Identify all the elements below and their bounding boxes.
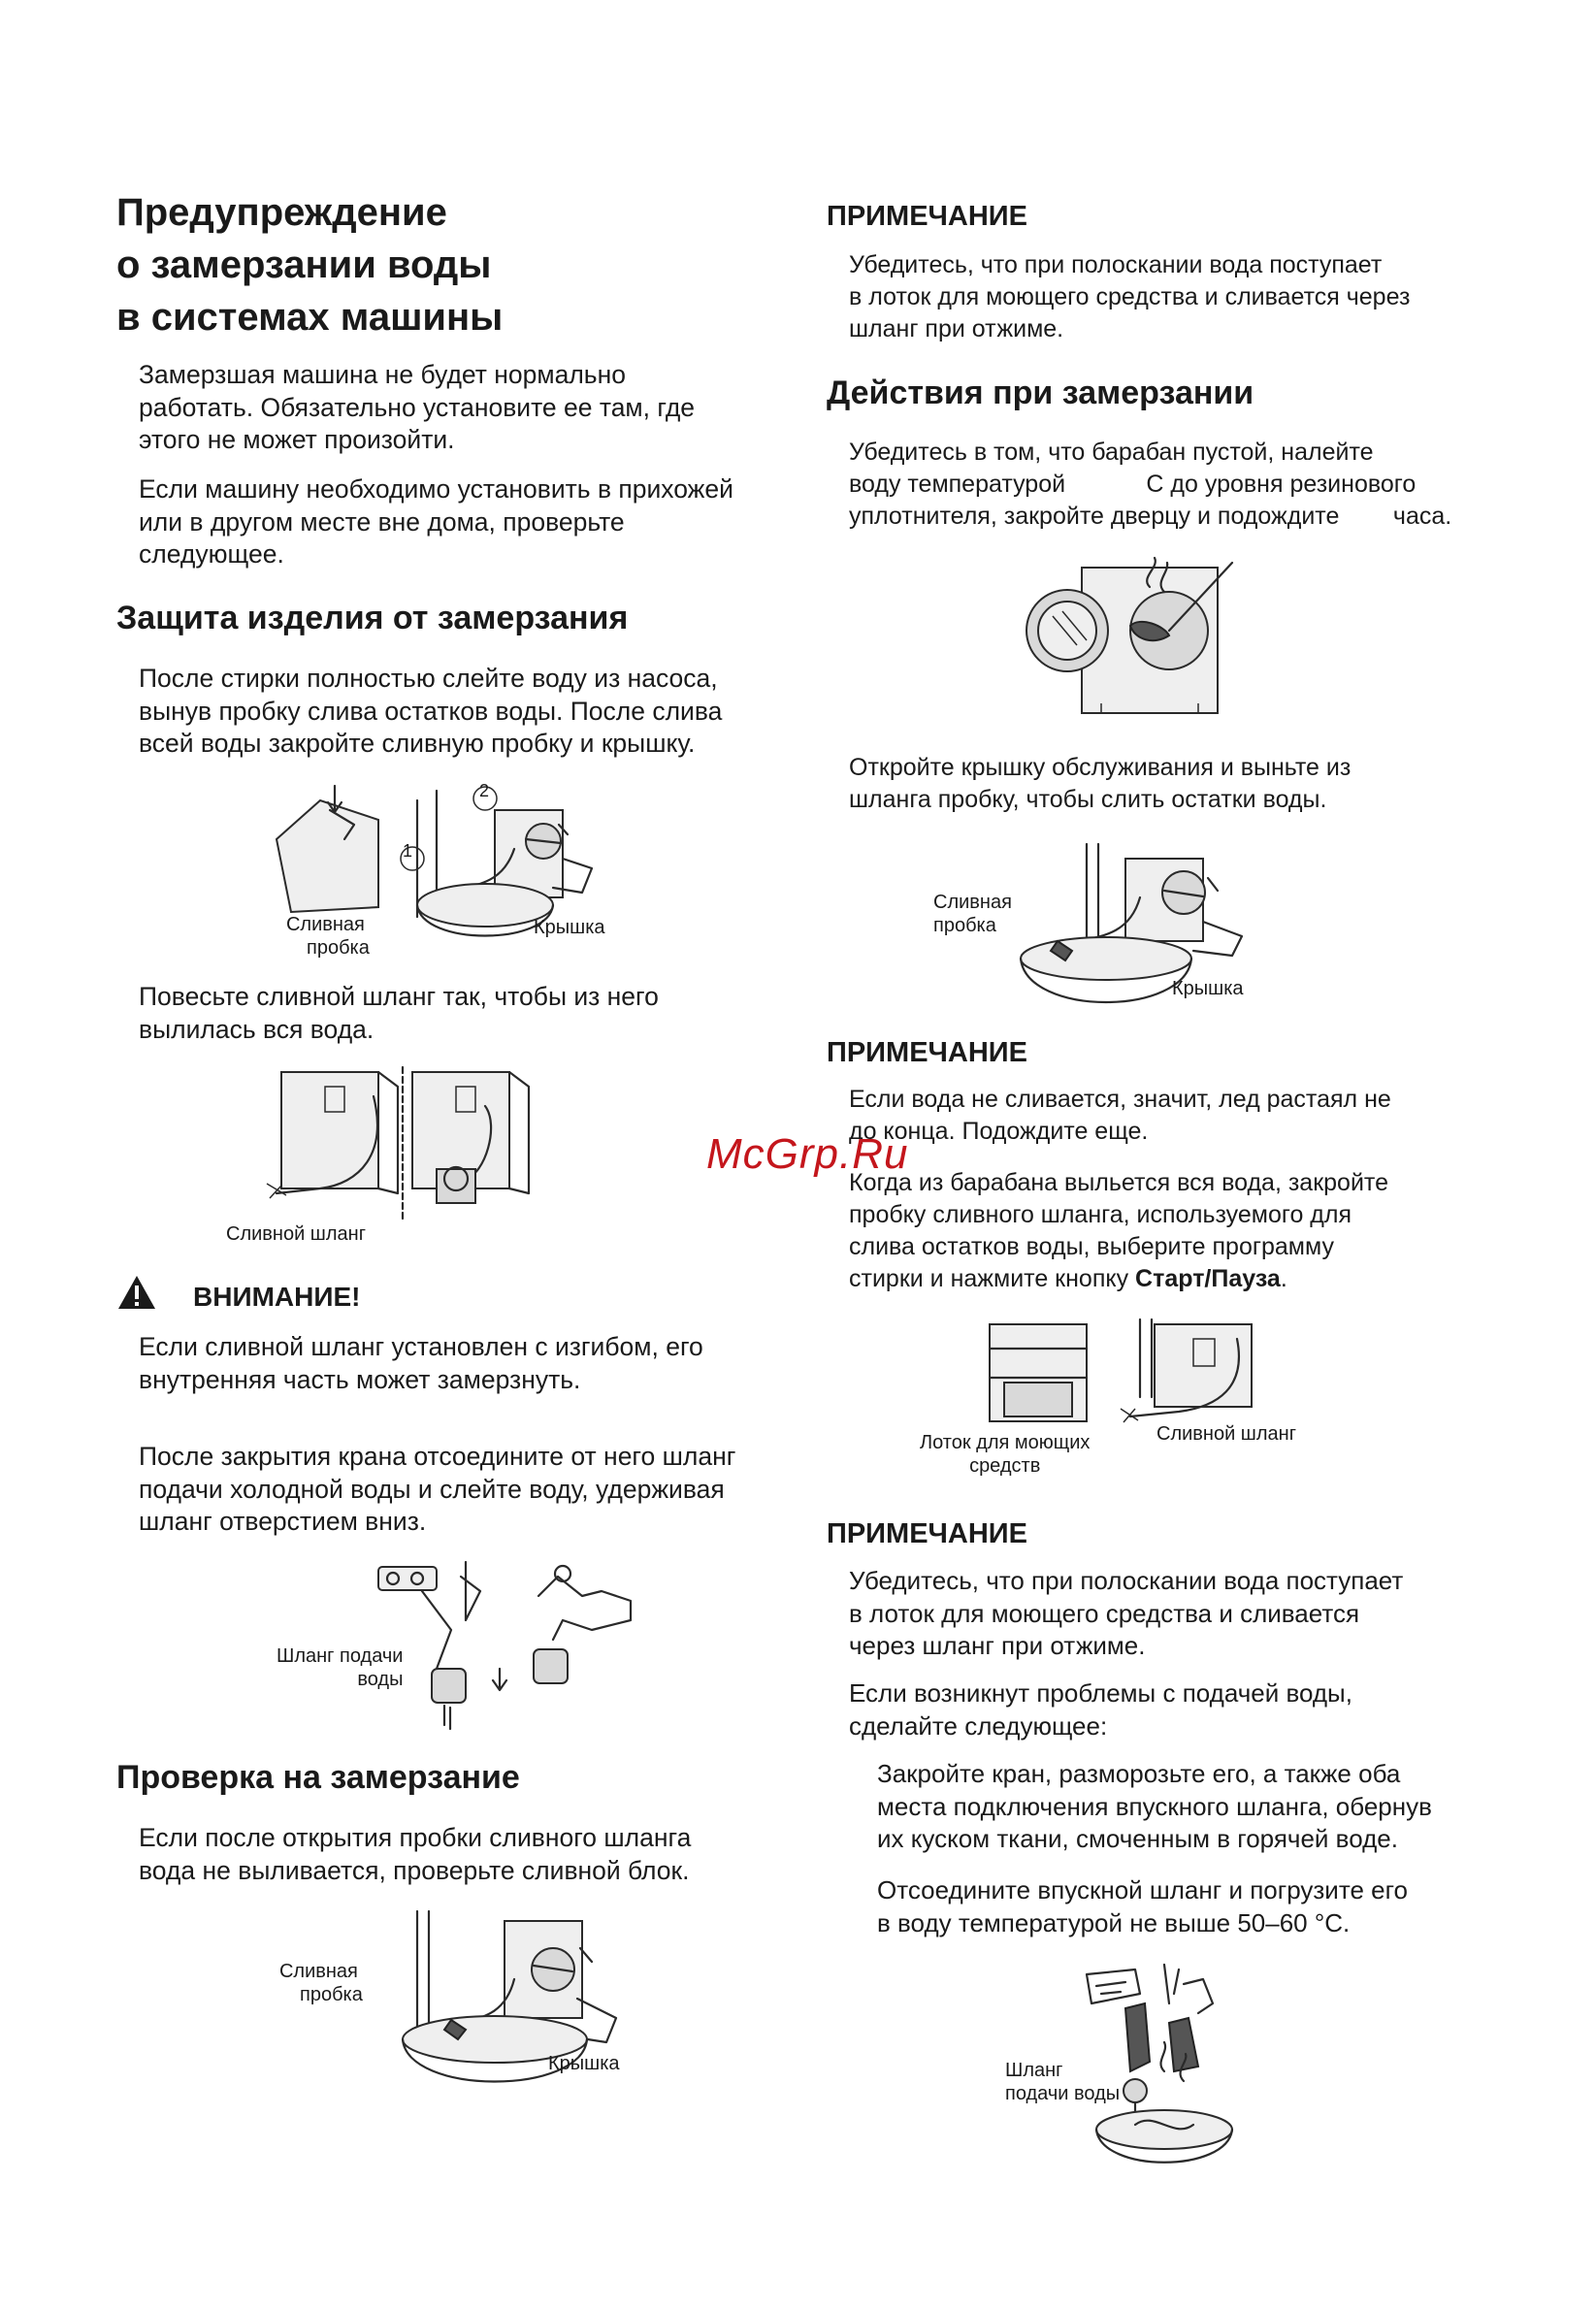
drain-hose-label: Сливной шланг bbox=[226, 1223, 366, 1245]
note-3-paragraph-2: Если возникнут проблемы с подачей воды, сделайте следующее: bbox=[849, 1678, 1352, 1741]
step-2-marker: 2 bbox=[479, 781, 490, 800]
detergent-tray-label: Лоток для моющих средств bbox=[920, 1432, 1091, 1477]
note-2-paragraph-2: Когда из барабана выльется вся вода, закройте пробку сливного шланга, используемого для слива остатков воды, выберите программу стирки и нажмите кнопку Старт/Пауза. bbox=[849, 1169, 1388, 1292]
actions-paragraph-2: Откройте крышку обслуживания и выньте из шланга пробку, чтобы слить остатки воды. bbox=[849, 754, 1352, 813]
intro-paragraph-1: Замерзшая машина не будет нормально работать. Обязательно установите ее там, где этого не может произойти. bbox=[139, 360, 696, 454]
actions-paragraph-1: Убедитесь в том, что барабан пустой, налейте воду температурой С до уровня резинового уплотнителя, закройте дверцу и подождите часа. bbox=[849, 439, 1452, 530]
inlet-hose-illustration bbox=[369, 1562, 640, 1737]
note-3-text: Убедитесь, что при полоскании вода поступает в лоток для моющего средства и сливается через шланг при отжиме. bbox=[849, 1566, 1404, 1660]
warning-text: Если сливной шланг установлен с изгибом, его внутренняя часть может замерзнуть. bbox=[139, 1332, 703, 1394]
protect-paragraph-2: Повесьте сливной шланг так, чтобы из него вылилась вся вода. bbox=[139, 982, 659, 1044]
warning-title: ВНИМАНИЕ! bbox=[193, 1282, 361, 1312]
actions-section-title: Действия при замерзании bbox=[827, 374, 1254, 411]
note-3-sub-1: Закройте кран, разморозьте его, а также оба места подключения впускного шланга, обернув их куском ткани, смоченным в горячей воде. bbox=[877, 1759, 1432, 1853]
note-1-text: Убедитесь, что при полоскании вода поступает в лоток для моющего средства и сливается через шланг при отжиме. bbox=[849, 251, 1411, 342]
drain-hose-label-2: Сливной шланг bbox=[1156, 1423, 1296, 1445]
note-1-title: ПРИМЕЧАНИЕ bbox=[827, 201, 1027, 232]
note-3-title: ПРИМЕЧАНИЕ bbox=[827, 1518, 1027, 1549]
inlet-hose-label-2: Шланг подачи воды bbox=[1005, 2060, 1121, 2104]
protect-paragraph-3: После закрытия крана отсоедините от него шланг подачи холодной воды и слейте воду, удерживая шланг отверстием вниз. bbox=[139, 1442, 736, 1536]
drain-hose-illustration bbox=[243, 1067, 563, 1227]
cover-label: Крышка bbox=[534, 917, 605, 938]
check-section-title: Проверка на замерзание bbox=[116, 1759, 520, 1796]
cover-label-2: Крышка bbox=[548, 2053, 620, 2074]
drain-plug-label: Сливная пробка bbox=[285, 914, 370, 959]
inlet-hose-label: Шланг подачи воды bbox=[277, 1645, 404, 1690]
drain-plug-label-3: Сливная пробка bbox=[933, 892, 1012, 936]
watermark: McGrp.Ru bbox=[706, 1130, 909, 1178]
drain-plug-label-2: Сливная пробка bbox=[278, 1961, 363, 2005]
fill-drum-illustration bbox=[1024, 558, 1247, 723]
protect-section-title: Защита изделия от замерзания bbox=[116, 600, 629, 636]
note-3-sub-2: Отсоедините впускной шланг и погрузите его в воду температурой не выше 50–60 °С. bbox=[877, 1875, 1408, 1937]
warning-icon bbox=[116, 1274, 157, 1311]
start-pause-button-label: Старт/Пауза bbox=[1135, 1265, 1281, 1292]
main-title: Предупреждение о замерзании воды в системах машины bbox=[116, 191, 504, 339]
note-2-text: Если вода не сливается, значит, лед растаял не до конца. Подождите еще. bbox=[849, 1086, 1391, 1145]
protect-paragraph-1: После стирки полностью слейте воду из насоса, вынув пробку слива остатков воды. После слива всей воды закройте сливную пробку и крышку. bbox=[139, 664, 723, 758]
intro-paragraph-2: Если машину необходимо установить в прихожей или в другом месте вне дома, проверьте следующее. bbox=[139, 474, 733, 569]
detergent-tray-illustration bbox=[985, 1319, 1276, 1436]
note-2-title: ПРИМЕЧАНИЕ bbox=[827, 1037, 1027, 1068]
check-paragraph-1: Если после открытия пробки сливного шланга вода не выливается, проверьте сливной блок. bbox=[139, 1823, 692, 1885]
cover-label-3: Крышка bbox=[1172, 978, 1244, 999]
step-1-marker: 1 bbox=[403, 841, 413, 861]
